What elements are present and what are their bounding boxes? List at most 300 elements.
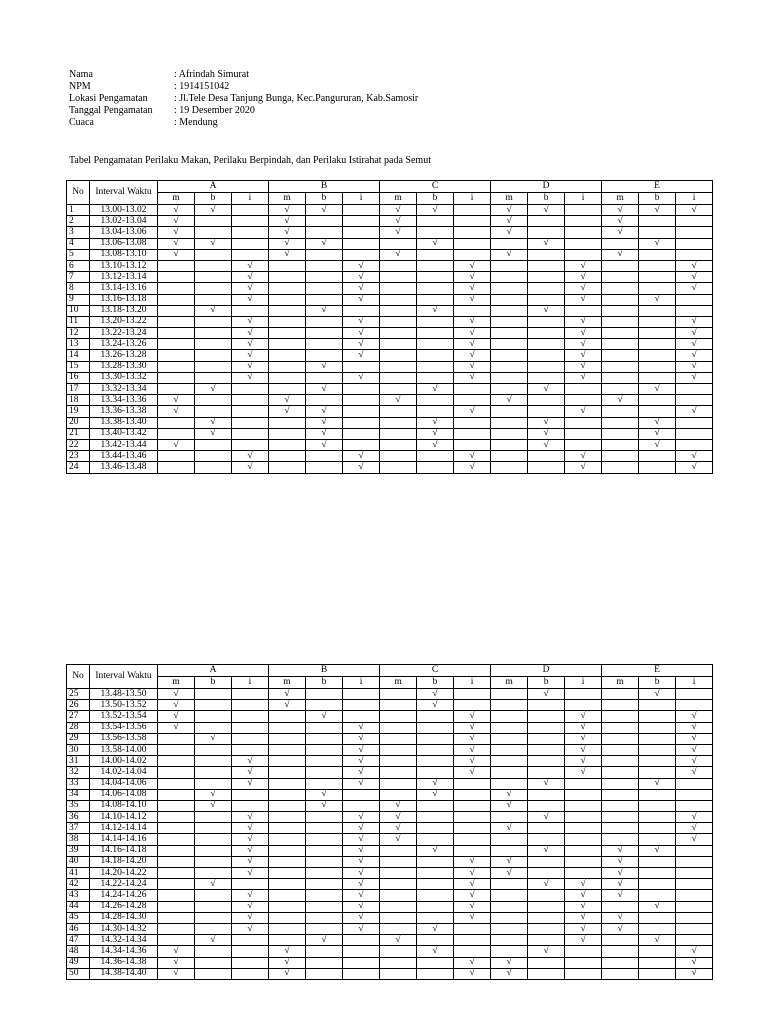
empty-cell	[491, 339, 528, 350]
behavior-header: i	[232, 193, 269, 205]
check-cell: √	[232, 361, 269, 372]
empty-cell	[639, 406, 676, 417]
check-cell: √	[565, 406, 602, 417]
check-cell: √	[676, 767, 713, 778]
check-cell: √	[269, 249, 306, 260]
empty-cell	[195, 395, 232, 406]
empty-cell	[306, 756, 343, 767]
check-cell: √	[232, 845, 269, 856]
group-header: E	[602, 665, 713, 677]
empty-cell	[195, 260, 232, 271]
empty-cell	[158, 451, 195, 462]
info-label: Nama	[69, 69, 93, 80]
empty-cell	[565, 238, 602, 249]
time-interval: 13.24-13.26	[90, 339, 158, 350]
empty-cell	[528, 733, 565, 744]
check-cell: √	[343, 339, 380, 350]
empty-cell	[565, 227, 602, 238]
empty-cell	[491, 451, 528, 462]
empty-cell	[380, 272, 417, 283]
time-interval: 13.42-13.44	[90, 439, 158, 450]
row-number: 8	[67, 283, 90, 294]
row-number: 1	[67, 205, 90, 216]
empty-cell	[676, 856, 713, 867]
time-interval: 13.00-13.02	[90, 205, 158, 216]
info-row	[69, 105, 418, 117]
row-number: 25	[67, 689, 90, 700]
check-cell: √	[454, 733, 491, 744]
empty-cell	[528, 328, 565, 339]
table-row	[67, 767, 713, 778]
table-row	[67, 227, 713, 238]
empty-cell	[195, 767, 232, 778]
empty-cell	[491, 733, 528, 744]
check-cell: √	[195, 800, 232, 811]
check-cell: √	[232, 451, 269, 462]
empty-cell	[269, 350, 306, 361]
empty-cell	[195, 249, 232, 260]
empty-cell	[602, 384, 639, 395]
empty-cell	[676, 249, 713, 260]
empty-cell	[380, 912, 417, 923]
check-cell: √	[454, 260, 491, 271]
empty-cell	[343, 946, 380, 957]
empty-cell	[454, 205, 491, 216]
empty-cell	[565, 968, 602, 979]
check-cell: √	[491, 789, 528, 800]
info-value: : Afrindah Simurat	[174, 69, 249, 80]
check-cell: √	[676, 283, 713, 294]
check-cell: √	[528, 689, 565, 700]
empty-cell	[417, 216, 454, 227]
empty-cell	[417, 856, 454, 867]
check-cell: √	[343, 812, 380, 823]
check-cell: √	[343, 722, 380, 733]
check-cell: √	[454, 912, 491, 923]
check-cell: √	[232, 823, 269, 834]
empty-cell	[343, 439, 380, 450]
info-value: : 19 Desember 2020	[174, 105, 255, 116]
check-cell: √	[676, 339, 713, 350]
empty-cell	[158, 778, 195, 789]
check-cell: √	[158, 238, 195, 249]
check-cell: √	[195, 417, 232, 428]
check-cell: √	[343, 744, 380, 755]
time-interval: 13.14-13.16	[90, 283, 158, 294]
empty-cell	[269, 361, 306, 372]
empty-cell	[639, 272, 676, 283]
header-row	[67, 181, 713, 193]
empty-cell	[195, 845, 232, 856]
table-row	[67, 700, 713, 711]
row-number: 22	[67, 439, 90, 450]
row-number: 20	[67, 417, 90, 428]
check-cell: √	[158, 205, 195, 216]
empty-cell	[528, 283, 565, 294]
empty-cell	[639, 767, 676, 778]
check-cell: √	[565, 283, 602, 294]
empty-cell	[343, 305, 380, 316]
check-cell: √	[528, 778, 565, 789]
empty-cell	[639, 216, 676, 227]
empty-cell	[528, 294, 565, 305]
row-number: 32	[67, 767, 90, 778]
group-header: C	[380, 665, 491, 677]
behavior-header: b	[528, 193, 565, 205]
empty-cell	[380, 689, 417, 700]
empty-cell	[602, 272, 639, 283]
check-cell: √	[158, 711, 195, 722]
empty-cell	[565, 689, 602, 700]
check-cell: √	[343, 823, 380, 834]
empty-cell	[454, 789, 491, 800]
observation-table-1	[66, 180, 713, 474]
empty-cell	[454, 812, 491, 823]
no-header: No	[67, 665, 90, 689]
check-cell: √	[232, 328, 269, 339]
time-interval: 13.48-13.50	[90, 689, 158, 700]
time-interval: 13.32-13.34	[90, 384, 158, 395]
empty-cell	[195, 283, 232, 294]
info-row	[69, 69, 418, 81]
empty-cell	[491, 462, 528, 473]
check-cell: √	[195, 789, 232, 800]
behavior-header: m	[269, 193, 306, 205]
behavior-header: i	[676, 193, 713, 205]
empty-cell	[380, 957, 417, 968]
empty-cell	[528, 901, 565, 912]
observation-info	[69, 69, 418, 129]
empty-cell	[158, 856, 195, 867]
check-cell: √	[565, 767, 602, 778]
behavior-header: b	[195, 677, 232, 689]
empty-cell	[232, 789, 269, 800]
check-cell: √	[343, 733, 380, 744]
empty-cell	[306, 689, 343, 700]
check-cell: √	[565, 339, 602, 350]
empty-cell	[380, 756, 417, 767]
check-cell: √	[491, 216, 528, 227]
empty-cell	[602, 901, 639, 912]
empty-cell	[195, 700, 232, 711]
check-cell: √	[343, 890, 380, 901]
empty-cell	[306, 968, 343, 979]
group-header: B	[269, 665, 380, 677]
behavior-header: b	[306, 677, 343, 689]
check-cell: √	[676, 733, 713, 744]
table-row	[67, 372, 713, 383]
empty-cell	[195, 756, 232, 767]
empty-cell	[306, 372, 343, 383]
check-cell: √	[232, 901, 269, 912]
empty-cell	[232, 957, 269, 968]
empty-cell	[380, 372, 417, 383]
empty-cell	[306, 283, 343, 294]
check-cell: √	[232, 339, 269, 350]
check-cell: √	[454, 901, 491, 912]
empty-cell	[528, 462, 565, 473]
empty-cell	[269, 856, 306, 867]
empty-cell	[639, 789, 676, 800]
empty-cell	[454, 305, 491, 316]
empty-cell	[380, 294, 417, 305]
empty-cell	[602, 722, 639, 733]
check-cell: √	[565, 901, 602, 912]
empty-cell	[454, 227, 491, 238]
table-row	[67, 428, 713, 439]
empty-cell	[417, 823, 454, 834]
table-row	[67, 789, 713, 800]
row-number: 4	[67, 238, 90, 249]
subheader-row	[67, 677, 713, 689]
empty-cell	[491, 272, 528, 283]
empty-cell	[306, 744, 343, 755]
row-number: 43	[67, 890, 90, 901]
check-cell: √	[343, 294, 380, 305]
empty-cell	[380, 845, 417, 856]
check-cell: √	[417, 778, 454, 789]
empty-cell	[639, 879, 676, 890]
empty-cell	[158, 283, 195, 294]
empty-cell	[639, 227, 676, 238]
row-number: 46	[67, 923, 90, 934]
empty-cell	[602, 406, 639, 417]
check-cell: √	[158, 722, 195, 733]
check-cell: √	[232, 812, 269, 823]
empty-cell	[417, 901, 454, 912]
check-cell: √	[602, 249, 639, 260]
empty-cell	[343, 417, 380, 428]
time-interval: 13.36-13.38	[90, 406, 158, 417]
check-cell: √	[602, 227, 639, 238]
empty-cell	[602, 823, 639, 834]
info-value: : 1914151042	[174, 81, 230, 92]
empty-cell	[158, 800, 195, 811]
check-cell: √	[269, 689, 306, 700]
empty-cell	[639, 946, 676, 957]
empty-cell	[269, 800, 306, 811]
check-cell: √	[454, 316, 491, 327]
empty-cell	[454, 834, 491, 845]
row-number: 39	[67, 845, 90, 856]
check-cell: √	[454, 283, 491, 294]
empty-cell	[565, 428, 602, 439]
empty-cell	[417, 744, 454, 755]
check-cell: √	[269, 946, 306, 957]
check-cell: √	[565, 733, 602, 744]
empty-cell	[269, 283, 306, 294]
empty-cell	[528, 316, 565, 327]
empty-cell	[232, 305, 269, 316]
empty-cell	[491, 744, 528, 755]
check-cell: √	[343, 260, 380, 271]
table-row	[67, 901, 713, 912]
empty-cell	[195, 890, 232, 901]
info-value: : Mendung	[174, 117, 218, 128]
empty-cell	[380, 305, 417, 316]
time-interval: 13.04-13.06	[90, 227, 158, 238]
check-cell: √	[454, 957, 491, 968]
empty-cell	[195, 711, 232, 722]
empty-cell	[491, 767, 528, 778]
check-cell: √	[343, 756, 380, 767]
empty-cell	[491, 417, 528, 428]
empty-cell	[158, 845, 195, 856]
check-cell: √	[232, 372, 269, 383]
empty-cell	[454, 384, 491, 395]
empty-cell	[158, 879, 195, 890]
time-interval: 13.28-13.30	[90, 361, 158, 372]
time-interval: 14.04-14.06	[90, 778, 158, 789]
empty-cell	[343, 406, 380, 417]
empty-cell	[454, 216, 491, 227]
empty-cell	[269, 451, 306, 462]
empty-cell	[158, 834, 195, 845]
check-cell: √	[269, 227, 306, 238]
empty-cell	[602, 428, 639, 439]
empty-cell	[417, 462, 454, 473]
empty-cell	[232, 238, 269, 249]
check-cell: √	[528, 812, 565, 823]
check-cell: √	[454, 744, 491, 755]
check-cell: √	[454, 879, 491, 890]
empty-cell	[528, 700, 565, 711]
empty-cell	[380, 462, 417, 473]
empty-cell	[491, 428, 528, 439]
empty-cell	[195, 968, 232, 979]
empty-cell	[269, 439, 306, 450]
time-interval: 13.20-13.22	[90, 316, 158, 327]
empty-cell	[491, 912, 528, 923]
row-number: 16	[67, 372, 90, 383]
empty-cell	[269, 778, 306, 789]
empty-cell	[269, 328, 306, 339]
empty-cell	[417, 283, 454, 294]
info-row	[69, 93, 418, 105]
empty-cell	[528, 856, 565, 867]
row-number: 48	[67, 946, 90, 957]
empty-cell	[195, 294, 232, 305]
check-cell: √	[269, 957, 306, 968]
empty-cell	[343, 428, 380, 439]
empty-cell	[269, 879, 306, 890]
check-cell: √	[639, 778, 676, 789]
check-cell: √	[195, 879, 232, 890]
table-row	[67, 778, 713, 789]
check-cell: √	[417, 700, 454, 711]
empty-cell	[639, 834, 676, 845]
empty-cell	[269, 462, 306, 473]
table-row	[67, 756, 713, 767]
empty-cell	[565, 249, 602, 260]
table-row	[67, 339, 713, 350]
empty-cell	[528, 789, 565, 800]
check-cell: √	[269, 406, 306, 417]
row-number: 7	[67, 272, 90, 283]
check-cell: √	[565, 316, 602, 327]
empty-cell	[158, 328, 195, 339]
check-cell: √	[639, 845, 676, 856]
check-cell: √	[565, 361, 602, 372]
empty-cell	[232, 711, 269, 722]
empty-cell	[454, 700, 491, 711]
empty-cell	[380, 238, 417, 249]
empty-cell	[158, 417, 195, 428]
check-cell: √	[454, 767, 491, 778]
empty-cell	[343, 689, 380, 700]
table-row	[67, 260, 713, 271]
check-cell: √	[676, 350, 713, 361]
empty-cell	[491, 406, 528, 417]
empty-cell	[306, 249, 343, 260]
table-row	[67, 417, 713, 428]
empty-cell	[417, 756, 454, 767]
empty-cell	[158, 789, 195, 800]
empty-cell	[343, 968, 380, 979]
empty-cell	[602, 689, 639, 700]
empty-cell	[528, 395, 565, 406]
check-cell: √	[676, 834, 713, 845]
empty-cell	[343, 789, 380, 800]
time-interval: 13.30-13.32	[90, 372, 158, 383]
empty-cell	[639, 744, 676, 755]
time-interval: 14.08-14.10	[90, 800, 158, 811]
empty-cell	[306, 294, 343, 305]
empty-cell	[269, 711, 306, 722]
empty-cell	[565, 778, 602, 789]
empty-cell	[676, 845, 713, 856]
table-row	[67, 272, 713, 283]
check-cell: √	[565, 328, 602, 339]
behavior-header: m	[491, 677, 528, 689]
check-cell: √	[676, 272, 713, 283]
empty-cell	[565, 384, 602, 395]
check-cell: √	[454, 722, 491, 733]
empty-cell	[232, 968, 269, 979]
empty-cell	[269, 845, 306, 856]
group-header: D	[491, 665, 602, 677]
empty-cell	[380, 328, 417, 339]
empty-cell	[565, 417, 602, 428]
empty-cell	[602, 756, 639, 767]
check-cell: √	[380, 395, 417, 406]
check-cell: √	[343, 283, 380, 294]
time-interval: 13.40-13.42	[90, 428, 158, 439]
time-interval: 14.02-14.04	[90, 767, 158, 778]
table-row	[67, 216, 713, 227]
empty-cell	[676, 778, 713, 789]
empty-cell	[528, 339, 565, 350]
row-number: 3	[67, 227, 90, 238]
empty-cell	[232, 406, 269, 417]
check-cell: √	[491, 249, 528, 260]
empty-cell	[380, 778, 417, 789]
empty-cell	[676, 901, 713, 912]
empty-cell	[528, 912, 565, 923]
check-cell: √	[417, 946, 454, 957]
time-interval: 14.36-14.38	[90, 957, 158, 968]
empty-cell	[676, 935, 713, 946]
check-cell: √	[602, 912, 639, 923]
check-cell: √	[639, 294, 676, 305]
time-interval: 14.30-14.32	[90, 923, 158, 934]
empty-cell	[602, 417, 639, 428]
empty-cell	[380, 439, 417, 450]
check-cell: √	[491, 856, 528, 867]
empty-cell	[306, 868, 343, 879]
row-number: 29	[67, 733, 90, 744]
empty-cell	[380, 339, 417, 350]
